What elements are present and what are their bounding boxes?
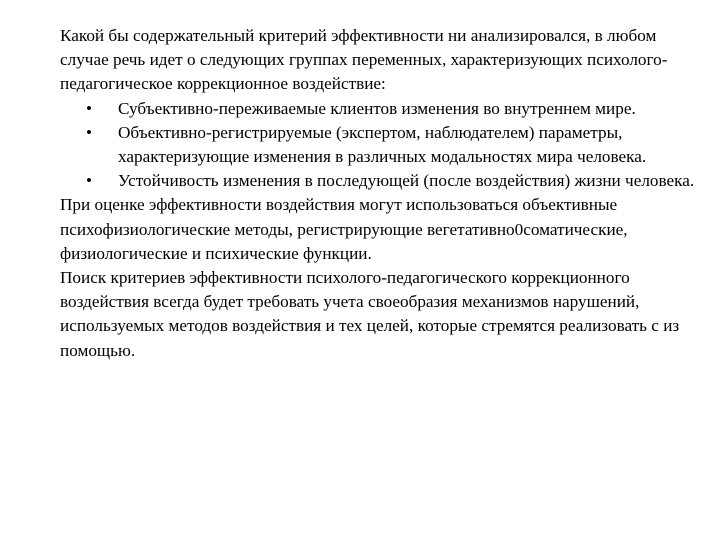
bullet-icon: •: [85, 122, 93, 142]
list-item: [60, 97, 696, 121]
list-item-text: Объективно-регистрируемые (экспертом, наблюдателем) параметры, характеризующие изменения в различных модальностях мира человека.: [118, 122, 647, 167]
text-body: [60, 24, 696, 363]
criteria-list: [60, 97, 696, 194]
bullet-icon: •: [85, 98, 93, 118]
intro-paragraph: Какой бы содержательный критерий эффективности ни анализировался, в любом случае речь идет о следующих группах переменных, характеризующих психолого-педагогическое коррекционное воздействие:: [60, 26, 668, 94]
methods-paragraph: При оценке эффективности воздействия могут использоваться объективные психофизиологические методы, регистрирующие вегетативно0соматические, физиологические и психические функции.: [60, 195, 628, 263]
list-item-text: Устойчивость изменения в последующей (после воздействия) жизни человека.: [118, 171, 695, 191]
bullet-icon: •: [85, 171, 93, 191]
list-item: [60, 169, 696, 193]
list-item-text: Субъективно-переживаемые клиентов изменения во внутреннем мире.: [118, 98, 636, 118]
criteria-search-paragraph: Поиск критериев эффективности психолого-педагогического коррекционного воздействия всегда будет требовать учета своеобразия механизмов нарушений, используемых методов воздействия и тех целей, которые стремятся реализовать с из помощью.: [60, 268, 680, 360]
list-item: [60, 121, 696, 169]
